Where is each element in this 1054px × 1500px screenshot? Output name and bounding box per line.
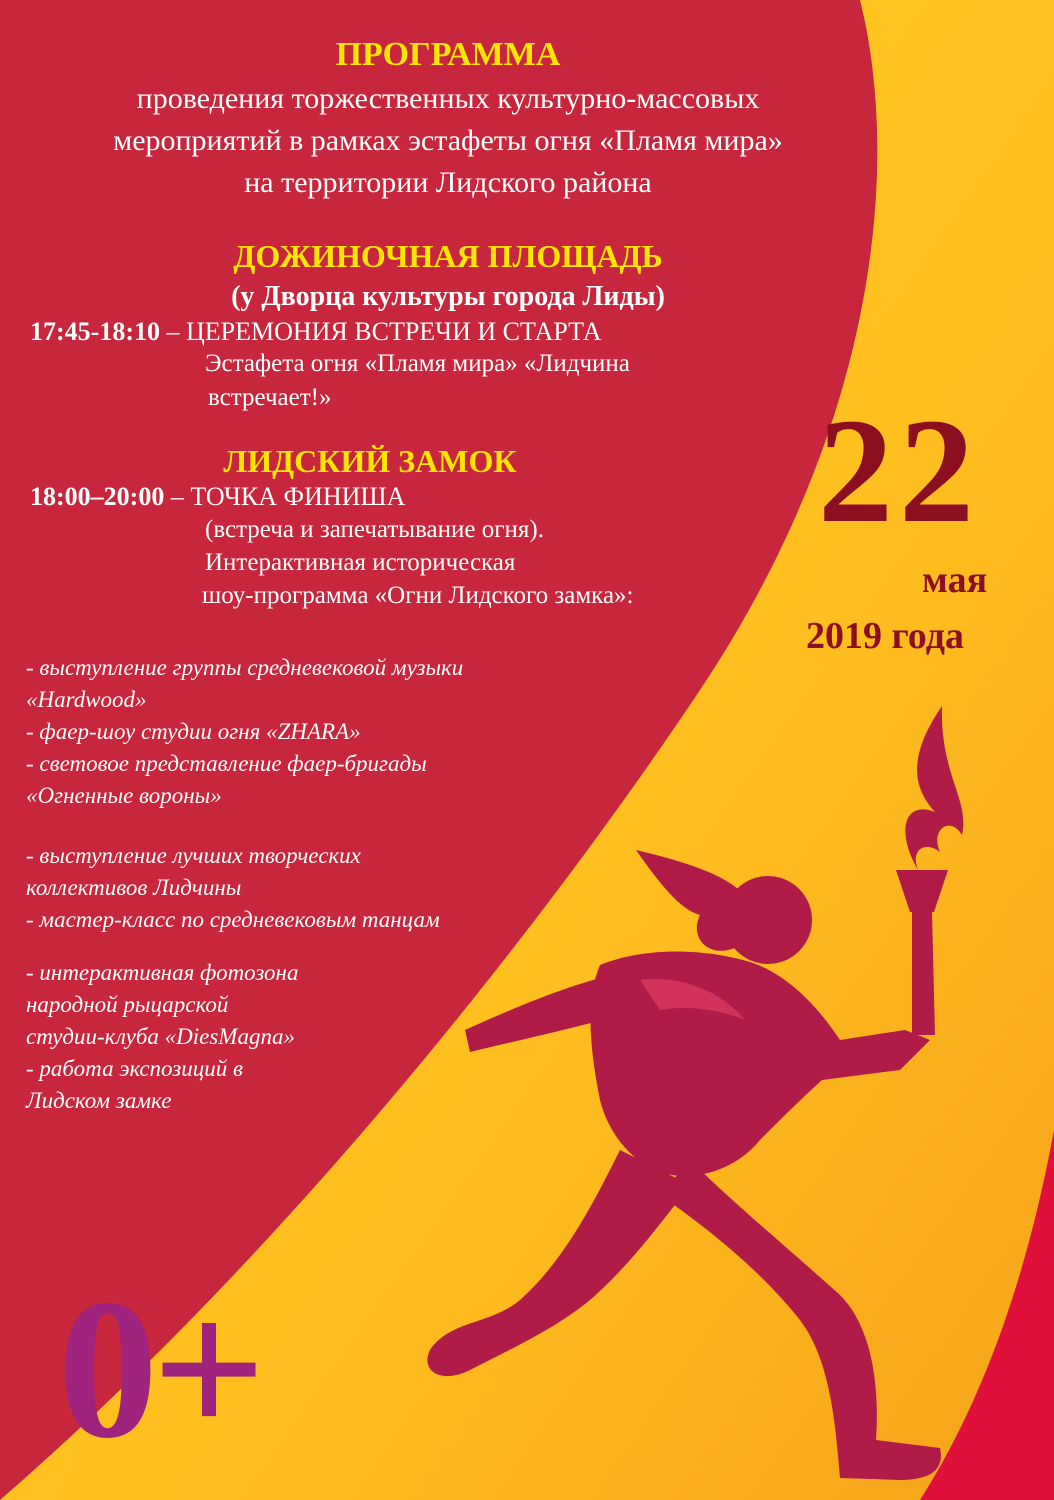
list-item: коллективов Лидчины bbox=[26, 875, 242, 900]
list-item: - световое представление фаер-бригады bbox=[26, 751, 427, 776]
venue2-heading: ЛИДСКИЙ ЗАМОК bbox=[223, 443, 517, 479]
list-item: народной рыцарской bbox=[26, 992, 229, 1017]
list-item: - работа экспозиций в bbox=[26, 1056, 243, 1081]
list-item: - интерактивная фотозона bbox=[26, 960, 299, 985]
venue2-time: 18:00–20:00 bbox=[30, 482, 165, 511]
list-item: студии-клуба «DiesMagna» bbox=[26, 1024, 295, 1049]
list-item: Лидском замке bbox=[26, 1088, 172, 1113]
torch-flame-icon bbox=[905, 706, 963, 870]
subtitle-line-3: на территории Лидского района bbox=[244, 166, 652, 199]
venue2-schedule bbox=[30, 482, 405, 512]
date-day: 22 bbox=[818, 388, 980, 554]
list-item: - выступление группы средневековой музыки bbox=[26, 655, 464, 680]
activities-group-2 bbox=[26, 840, 440, 936]
list-item: - фаер-шоу студии огня «ZHARA» bbox=[26, 719, 361, 744]
venue2-dash: – bbox=[164, 482, 191, 511]
subtitle-line-1: проведения торжественных культурно-массовых bbox=[136, 82, 760, 115]
list-item: «Hardwood» bbox=[26, 687, 147, 712]
venue1-desc-2: встречает!» bbox=[208, 384, 332, 411]
venue2-event: ТОЧКА ФИНИША bbox=[190, 482, 406, 511]
subtitle-line-2: мероприятий в рамках эстафеты огня «Пламя мира» bbox=[113, 124, 783, 157]
venue1-dash: – bbox=[159, 317, 186, 346]
venue1-time: 17:45-18:10 bbox=[30, 317, 160, 346]
venue2-desc-2: Интерактивная историческая bbox=[205, 549, 516, 576]
venue1-schedule bbox=[30, 317, 601, 347]
venue1-event: ЦЕРЕМОНИЯ ВСТРЕЧИ И СТАРТА bbox=[185, 317, 602, 346]
list-item: «Огненные вороны» bbox=[26, 783, 222, 808]
date-year: 2019 года bbox=[806, 615, 964, 657]
venue1-desc-1: Эстафета огня «Пламя мира» «Лидчина bbox=[205, 350, 630, 377]
venue1-heading: ДОЖИНОЧНАЯ ПЛОЩАДЬ bbox=[233, 238, 663, 274]
list-item: - мастер-класс по средневековым танцам bbox=[26, 907, 440, 932]
age-rating: 0+ bbox=[58, 1259, 260, 1480]
program-title: ПРОГРАММА bbox=[335, 36, 561, 73]
torch-runner-icon bbox=[380, 700, 980, 1490]
list-item: - выступление лучших творческих bbox=[26, 843, 361, 868]
activities-group-3 bbox=[26, 957, 298, 1117]
venue2-desc-3: шоу-программа «Огни Лидского замка»: bbox=[202, 582, 634, 609]
venue2-desc-1: (встреча и запечатывание огня). bbox=[205, 516, 544, 543]
venue1-location: (у Дворца культуры города Лиды) bbox=[231, 281, 665, 312]
date-month: мая bbox=[922, 559, 988, 601]
